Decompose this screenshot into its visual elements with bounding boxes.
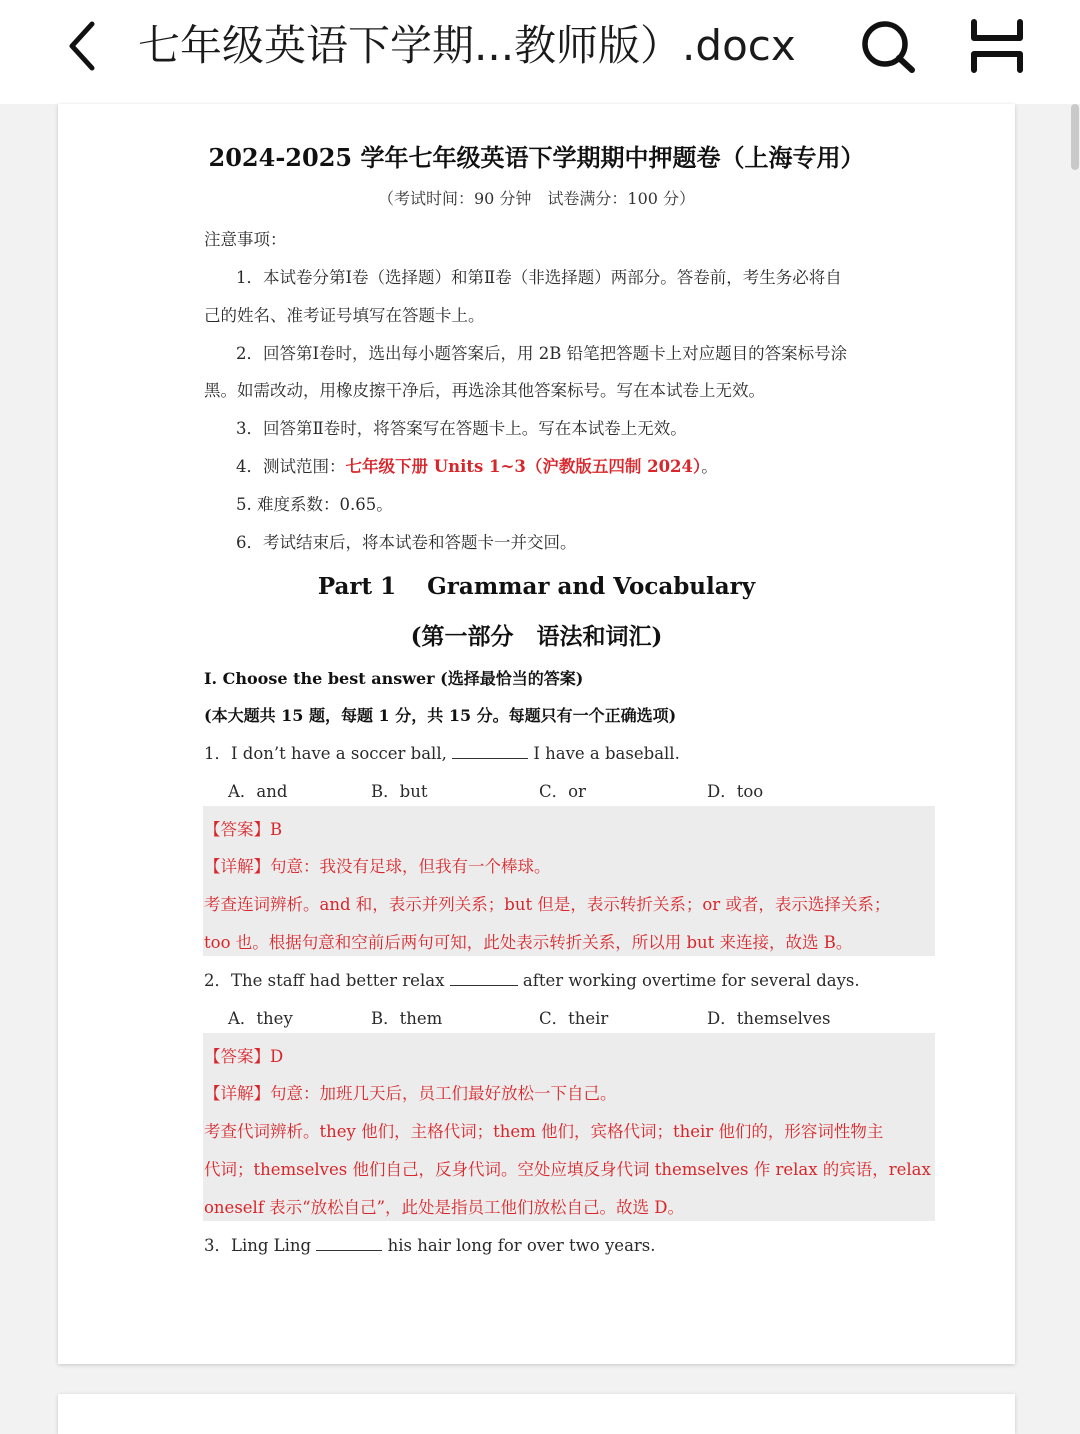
answer-analysis: too 也。根据句意和空前后两句可知，此处表示转折关系，所以用 but 来连接，故选 B。 bbox=[204, 933, 853, 952]
section-note: (本大题共 15 题，每题 1 分，共 15 分。每题只有一个正确选项) bbox=[204, 706, 677, 725]
option: A．and bbox=[228, 782, 288, 801]
answer-analysis: 考查代词辨析。they 他们，主格代词；them 他们，宾格代词；their 他们的，形容词性物主 bbox=[204, 1122, 884, 1141]
option: D．themselves bbox=[707, 1009, 831, 1028]
notice-item-4 bbox=[236, 453, 718, 477]
answer-blank bbox=[450, 971, 518, 986]
next-document-page bbox=[58, 1394, 1015, 1434]
answer-analysis: oneself 表示“放松自己”，此处是指员工他们放松自己。故选 D。 bbox=[204, 1198, 685, 1217]
chevron-left-icon bbox=[62, 18, 106, 74]
option: D．too bbox=[707, 782, 764, 801]
answer-key: 【答案】B bbox=[204, 820, 283, 839]
question-2-stem bbox=[204, 967, 860, 991]
notice-item-1b: 己的姓名、准考证号填写在答题卡上。 bbox=[204, 306, 485, 325]
answer-detail: 【详解】句意：加班几天后，员工们最好放松一下自己。 bbox=[204, 1084, 617, 1103]
question-stem-part: 2．The staff had better relax bbox=[204, 971, 445, 990]
question-stem-part: 1．I don’t have a soccer ball, bbox=[204, 744, 447, 763]
option: C．their bbox=[539, 1009, 609, 1028]
notice-item-2a: 2．回答第Ⅰ卷时，选出每小题答案后，用 2B 铅笔把答题卡上对应题目的答案标号涂 bbox=[236, 344, 848, 363]
notice-heading: 注意事项： bbox=[204, 230, 287, 249]
search-button[interactable] bbox=[858, 18, 918, 74]
answer-key: 【答案】D bbox=[204, 1047, 284, 1066]
document-title: 七年级英语下学期...教师版）.docx bbox=[138, 21, 796, 70]
test-scope: 七年级下册 Units 1~3（沪教版五四制 2024） bbox=[345, 457, 702, 476]
option: B．but bbox=[371, 782, 428, 801]
search-icon bbox=[858, 18, 918, 74]
document-page bbox=[58, 104, 1015, 1364]
question-3-stem bbox=[204, 1232, 656, 1256]
menu-icon bbox=[966, 18, 1028, 74]
section-title: I. Choose the best answer (选择最恰当的答案) bbox=[204, 669, 584, 688]
answer-blank bbox=[452, 744, 528, 759]
menu-button[interactable] bbox=[966, 18, 1028, 74]
question-stem-part: after working overtime for several days. bbox=[522, 971, 860, 990]
question-stem-part: I have a baseball. bbox=[533, 744, 680, 763]
notice-item-4-suffix: 。 bbox=[701, 457, 718, 476]
answer-analysis: 考查连词辨析。and 和，表示并列关系；but 但是，表示转折关系；or 或者，表示选择关系； bbox=[204, 895, 891, 914]
question-1-stem bbox=[204, 740, 680, 764]
question-stem-part: 3．Ling Ling bbox=[204, 1236, 312, 1255]
answer-detail: 【详解】句意：我没有足球，但我有一个棒球。 bbox=[204, 857, 551, 876]
part-title: Part 1 Grammar and Vocabulary bbox=[317, 573, 756, 600]
exam-info: （考试时间：90 分钟 试卷满分：100 分） bbox=[377, 189, 696, 208]
answer-analysis: 代词；themselves 他们自己，反身代词。空处应填反身代词 themselves 作 relax 的宾语，relax bbox=[204, 1160, 931, 1179]
notice-item-3: 3．回答第Ⅱ卷时，将答案写在答题卡上。写在本试卷上无效。 bbox=[236, 419, 687, 438]
answer-blank bbox=[316, 1236, 382, 1251]
top-app-bar bbox=[0, 0, 1080, 104]
notice-item-1a: 1．本试卷分第Ⅰ卷（选择题）和第Ⅱ卷（非选择题）两部分。答卷前，考生务必将自 bbox=[236, 268, 842, 287]
scrollbar-thumb[interactable] bbox=[1071, 104, 1079, 170]
exam-title: 2024-2025 学年七年级英语下学期期中押题卷（上海专用） bbox=[208, 143, 865, 172]
back-button[interactable] bbox=[62, 18, 106, 74]
notice-item-4-prefix: 4．测试范围： bbox=[236, 457, 346, 476]
notice-item-6: 6．考试结束后，将本试卷和答题卡一并交回。 bbox=[236, 533, 577, 552]
part-subtitle: (第一部分 语法和词汇) bbox=[410, 623, 663, 650]
option: A．they bbox=[228, 1009, 293, 1028]
option: B．them bbox=[371, 1009, 443, 1028]
option: C．or bbox=[539, 782, 586, 801]
notice-item-2b: 黑。如需改动，用橡皮擦干净后，再选涂其他答案标号。写在本试卷上无效。 bbox=[204, 381, 765, 400]
question-stem-part: his hair long for over two years. bbox=[387, 1236, 656, 1255]
scrollbar-track[interactable] bbox=[1068, 104, 1080, 1414]
notice-item-5: 5. 难度系数：0.65。 bbox=[236, 495, 393, 514]
